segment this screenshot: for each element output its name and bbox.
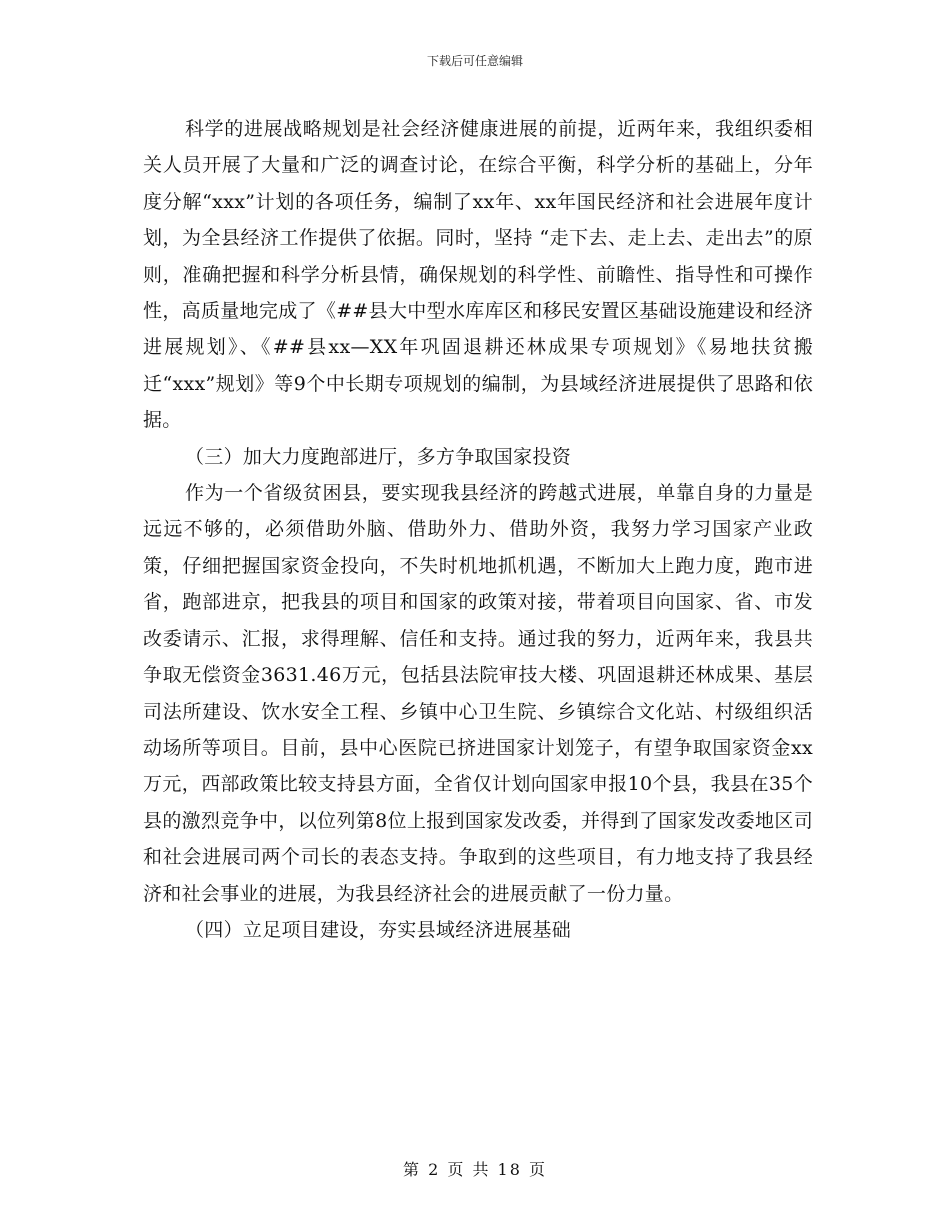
page-number: 第 2 页 共 18 页 — [403, 1160, 547, 1179]
document-body — [143, 111, 813, 948]
section-heading-4: （四）立足项目建设，夯实县域经济进展基础 — [185, 918, 572, 941]
page-header: 下载后可任意编辑 — [426, 54, 523, 68]
paragraph-investment: 作为一个省级贫困县，要实现我县经济的跨越式进展，单靠自身的力量是远远不够的，必须借助外脑、借助外力、借助外资，我努力学习国家产业政策，仔细把握国家资金投向，不失时机地抓机遇，不断加大上跑力度，跑市进省，跑部进京，把我县的项目和国家的政策对接，带着项目向国家、省、市发改委请示、汇报，求得理解、信任和支持。通过我的努力，近两年来，我县共争取无偿资金3631.46万元，包括县法院审技大楼、巩固退耕还林成果、基层司法所建设、饮水安全工程、乡镇中心卫生院、乡镇综合文化站、村级组织活动场所等项目。目前，县中心医院已挤进国家计划笼子，有望争取国家资金xx万元，西部政策比较支持县方面，全省仅计划向国家申报10个县，我县在35个县的激烈竞争中，以位列第8位上报到国家发改委，并得到了国家发改委地区司和社会进展司两个司长的表态支持。争取到的这些项目，有力地支持了我县经济和社会事业的进展，为我县经济社会的进展贡献了一份力量。 — [143, 482, 813, 905]
paragraph-planning: 科学的进展战略规划是社会经济健康进展的前提，近两年来，我组织委相关人员开展了大量和广泛的调查讨论，在综合平衡，科学分析的基础上，分年度分解“xxx”计划的各项任务，编制了xx年、xx年国民经济和社会进展年度计划，为全县经济工作提供了依据。同时，坚持 “走下去、走上去、走出去”的原则，准确把握和科学分析县情，确保规划的科学性、前瞻性、指导性和可操作性，高质量地完成了《##县大中型水库库区和移民安置区基础设施建设和经济进展规划》、《##县xx—XX年巩固退耕还林成果专项规划》《易地扶贫搬迁“xxx”规划》等9个中长期专项规划的编制，为县域经济进展提供了思路和依据。 — [143, 118, 813, 432]
section-heading-3: （三）加大力度跑部进厅，多方争取国家投资 — [185, 445, 572, 468]
